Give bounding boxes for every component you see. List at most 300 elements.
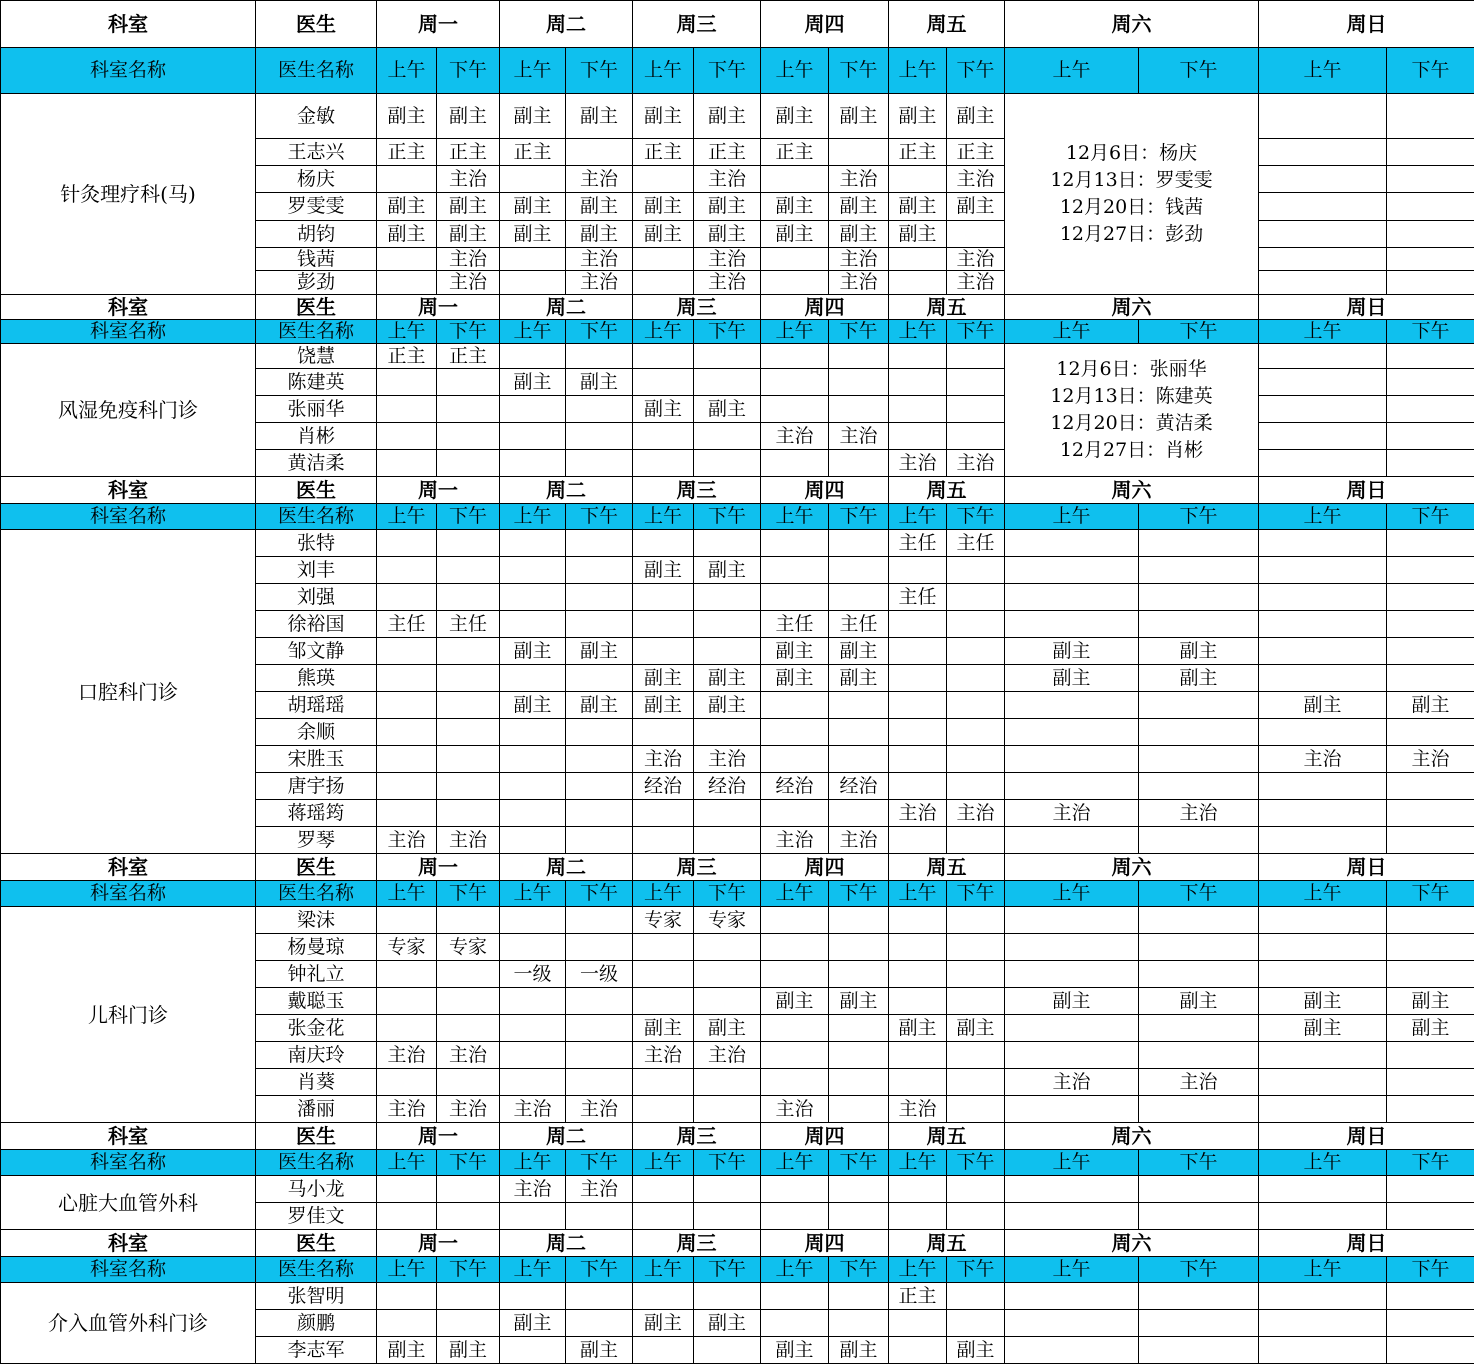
schedule-cell [1387,248,1474,271]
schedule-cell: 主治 [633,1042,694,1069]
schedule-cell [566,1015,633,1042]
schedule-cell [633,961,694,988]
pm-header: 下午 [694,881,761,907]
pm-header: 下午 [566,1150,633,1176]
pm-header: 下午 [566,320,633,344]
weekend-note-line: 12月20日：钱茜 [1059,196,1204,218]
section-header-row [1,1123,1474,1150]
schedule-cell [633,1283,694,1310]
schedule-cell [1387,1069,1474,1096]
am-header: 上午 [1259,48,1387,94]
am-header: 上午 [377,504,437,530]
schedule-cell [1005,1096,1139,1123]
schedule-cell: 副主 [694,221,761,248]
schedule-cell [1259,934,1387,961]
pm-header: 下午 [947,48,1005,94]
schedule-cell [1387,638,1474,665]
schedule-cell [1387,271,1474,295]
schedule-cell [500,827,566,854]
schedule-cell [566,827,633,854]
schedule-cell [633,1069,694,1096]
doctor-name: 余顺 [256,719,377,746]
schedule-cell [1387,1337,1474,1364]
schedule-cell [633,988,694,1015]
doctor-name: 杨曼琼 [256,934,377,961]
schedule-cell [829,1069,889,1096]
doctor-column-header: 医生 [256,854,377,881]
schedule-cell [437,1310,500,1337]
schedule-cell: 正主 [633,139,694,166]
schedule-cell: 专家 [633,907,694,934]
schedule-cell [566,611,633,638]
schedule-cell [1005,934,1139,961]
dept-name-header: 科室名称 [1,48,256,94]
schedule-cell: 副主 [437,94,500,139]
schedule-cell [1259,719,1387,746]
schedule-cell [1005,746,1139,773]
schedule-cell [1139,1176,1259,1203]
doctor-name: 潘丽 [256,1096,377,1123]
doctor-name: 罗琴 [256,827,377,854]
doctor-name: 李志军 [256,1337,377,1364]
dept-name-header: 科室名称 [1,1150,256,1176]
schedule-cell [377,1203,437,1230]
schedule-cell [566,746,633,773]
am-header: 上午 [889,504,947,530]
schedule-cell: 副主 [1139,988,1259,1015]
schedule-cell [1259,193,1387,221]
schedule-cell [1005,611,1139,638]
doctor-name: 彭劲 [256,271,377,295]
am-header: 上午 [500,320,566,344]
day-header: 周六 [1005,1230,1259,1257]
schedule-cell [566,344,633,369]
schedule-cell [1259,961,1387,988]
schedule-cell [1387,450,1474,477]
schedule-cell [829,746,889,773]
schedule-cell [947,827,1005,854]
schedule-cell: 副主 [500,1310,566,1337]
weekend-note-line: 12月6日：杨庆 [1065,142,1198,164]
schedule-cell: 专家 [377,934,437,961]
schedule-cell [1387,827,1474,854]
am-header: 上午 [761,1150,829,1176]
schedule-cell [1259,1096,1387,1123]
schedule-cell: 专家 [694,907,761,934]
schedule-cell [437,800,500,827]
schedule-cell [829,396,889,423]
schedule-cell [761,1015,829,1042]
doctor-name: 马小龙 [256,1176,377,1203]
doctor-name: 张金花 [256,1015,377,1042]
schedule-cell [1259,665,1387,692]
schedule-cell [1387,773,1474,800]
day-header: 周三 [633,1123,761,1150]
schedule-cell [633,1096,694,1123]
doctor-name: 刘丰 [256,557,377,584]
schedule-cell: 副主 [500,221,566,248]
pm-header: 下午 [1387,504,1474,530]
schedule-cell [1139,1096,1259,1123]
schedule-cell [761,530,829,557]
schedule-cell [500,665,566,692]
schedule-cell [1259,530,1387,557]
schedule-cell: 主治 [1005,1069,1139,1096]
schedule-cell: 副主 [633,396,694,423]
doctor-name: 张丽华 [256,396,377,423]
schedule-cell [1387,166,1474,193]
schedule-cell: 主治 [437,271,500,295]
schedule-cell [829,557,889,584]
schedule-cell [1387,1096,1474,1123]
am-header: 上午 [377,1150,437,1176]
schedule-cell: 主治 [437,1096,500,1123]
schedule-cell [437,907,500,934]
schedule-cell [1005,1337,1139,1364]
schedule-cell: 副主 [829,638,889,665]
schedule-cell: 一级 [566,961,633,988]
schedule-cell [437,369,500,396]
schedule-cell: 副主 [1259,692,1387,719]
schedule-cell: 主治 [761,827,829,854]
doctor-name: 蒋瑶筠 [256,800,377,827]
schedule-cell [889,271,947,295]
schedule-cell [694,369,761,396]
doctor-name: 黄洁柔 [256,450,377,477]
schedule-cell [947,423,1005,450]
day-header: 周日 [1259,1230,1474,1257]
department-name: 风湿免疫科门诊 [1,344,256,477]
day-header: 周日 [1259,477,1474,504]
day-header: 周三 [633,1230,761,1257]
schedule-cell [1259,1203,1387,1230]
schedule-cell [1005,1015,1139,1042]
schedule-cell [947,611,1005,638]
schedule-cell [437,773,500,800]
schedule-cell: 副主 [1005,638,1139,665]
doctor-name-header: 医生名称 [256,1257,377,1283]
schedule-cell: 主任 [889,530,947,557]
pm-header: 下午 [437,48,500,94]
schedule-cell [1139,584,1259,611]
schedule-cell [1259,557,1387,584]
schedule-cell [500,271,566,295]
am-header: 上午 [633,320,694,344]
department-name: 口腔科门诊 [1,530,256,854]
schedule-cell [947,1176,1005,1203]
pm-header: 下午 [694,1150,761,1176]
schedule-cell [829,450,889,477]
am-header: 上午 [1259,1257,1387,1283]
schedule-cell [889,719,947,746]
schedule-cell [1259,800,1387,827]
schedule-cell: 主治 [437,827,500,854]
schedule-cell: 副主 [566,94,633,139]
pm-header: 下午 [1139,1257,1259,1283]
schedule-cell [633,584,694,611]
schedule-cell [1259,1176,1387,1203]
schedule-cell: 副主 [889,1015,947,1042]
schedule-cell: 副主 [633,557,694,584]
schedule-cell [761,934,829,961]
schedule-cell [947,1069,1005,1096]
doctor-name: 熊瑛 [256,665,377,692]
schedule-cell [829,907,889,934]
schedule-cell [1387,961,1474,988]
schedule-cell: 主治 [761,1096,829,1123]
schedule-cell [694,611,761,638]
schedule-cell: 副主 [566,221,633,248]
schedule-cell [500,423,566,450]
schedule-cell [889,423,947,450]
schedule-cell [761,396,829,423]
schedule-cell: 副主 [694,557,761,584]
day-header: 周三 [633,854,761,881]
doctor-name: 胡瑶瑶 [256,692,377,719]
schedule-cell [377,530,437,557]
schedule-cell [947,1283,1005,1310]
pm-header: 下午 [829,48,889,94]
schedule-cell [889,1069,947,1096]
schedule-cell: 正主 [500,139,566,166]
day-header: 周一 [377,477,500,504]
schedule-cell [377,907,437,934]
section-header-row [1,295,1474,320]
schedule-cell [761,271,829,295]
schedule-cell [829,1310,889,1337]
schedule-cell: 副主 [633,193,694,221]
schedule-cell [1387,719,1474,746]
schedule-cell [829,719,889,746]
schedule-cell: 经治 [633,773,694,800]
schedule-cell [1259,423,1387,450]
schedule-cell: 主治 [694,746,761,773]
schedule-cell [500,1337,566,1364]
dept-column-header: 科室 [1,1,256,48]
pm-header: 下午 [1139,48,1259,94]
section-subheader-row [1,1150,1474,1176]
schedule-cell [694,800,761,827]
schedule-cell [1005,584,1139,611]
weekend-note-line: 12月20日：黄洁柔 [1050,412,1213,434]
schedule-cell [1259,271,1387,295]
schedule-cell: 副主 [377,1337,437,1364]
schedule-cell [694,1203,761,1230]
am-header: 上午 [633,504,694,530]
schedule-cell [566,773,633,800]
schedule-cell [761,1283,829,1310]
schedule-cell: 副主 [889,193,947,221]
section-header-row [1,854,1474,881]
weekend-note-line: 12月13日：罗雯雯 [1050,169,1213,191]
schedule-cell: 副主 [947,1337,1005,1364]
schedule-cell [1259,611,1387,638]
schedule-cell [377,450,437,477]
schedule-cell: 主治 [566,1176,633,1203]
pm-header: 下午 [829,320,889,344]
schedule-cell [437,423,500,450]
am-header: 上午 [377,320,437,344]
schedule-cell: 副主 [566,369,633,396]
schedule-cell: 主治 [566,271,633,295]
schedule-cell: 副主 [1387,692,1474,719]
schedule-cell [694,988,761,1015]
schedule-cell: 主治 [889,1096,947,1123]
schedule-cell: 副主 [500,193,566,221]
schedule-cell [889,369,947,396]
schedule-cell [947,746,1005,773]
day-header: 周日 [1259,1123,1474,1150]
doctor-column-header: 医生 [256,295,377,320]
schedule-cell [889,665,947,692]
schedule-cell [694,1069,761,1096]
doctor-row [1,94,1474,139]
schedule-cell: 副主 [377,221,437,248]
schedule-cell [1005,1283,1139,1310]
schedule-cell [1259,1310,1387,1337]
schedule-cell [500,719,566,746]
weekend-note-line: 12月27日：肖彬 [1059,439,1204,461]
schedule-cell [694,1176,761,1203]
doctor-row [1,530,1474,557]
schedule-cell [1387,221,1474,248]
pm-header: 下午 [694,1257,761,1283]
schedule-cell: 副主 [829,665,889,692]
am-header: 上午 [500,48,566,94]
schedule-cell [1387,423,1474,450]
schedule-cell [889,344,947,369]
pm-header: 下午 [1139,881,1259,907]
am-header: 上午 [761,1257,829,1283]
schedule-cell [1387,139,1474,166]
schedule-cell [633,344,694,369]
doctor-name: 张智明 [256,1283,377,1310]
schedule-cell [437,665,500,692]
schedule-cell [947,773,1005,800]
am-header: 上午 [500,1150,566,1176]
schedule-cell [566,907,633,934]
day-header: 周一 [377,1230,500,1257]
pm-header: 下午 [829,1257,889,1283]
schedule-cell: 副主 [761,221,829,248]
schedule-cell: 正主 [947,139,1005,166]
schedule-cell [761,1203,829,1230]
pm-header: 下午 [1387,48,1474,94]
pm-header: 下午 [437,1257,500,1283]
pm-header: 下午 [829,881,889,907]
schedule-cell [500,248,566,271]
schedule-cell: 副主 [500,638,566,665]
schedule-cell [829,1283,889,1310]
schedule-cell [694,719,761,746]
schedule-cell: 经治 [761,773,829,800]
schedule-cell [1139,692,1259,719]
schedule-cell [377,557,437,584]
schedule-cell [566,557,633,584]
schedule-cell [761,719,829,746]
dept-name-header: 科室名称 [1,881,256,907]
schedule-cell: 副主 [829,988,889,1015]
schedule-cell: 主治 [694,248,761,271]
schedule-cell: 副主 [947,94,1005,139]
schedule-cell: 主治 [1387,746,1474,773]
pm-header: 下午 [566,504,633,530]
schedule-cell [947,584,1005,611]
schedule-cell [1139,611,1259,638]
schedule-cell: 副主 [761,193,829,221]
schedule-cell [633,369,694,396]
day-header: 周四 [761,1,889,48]
doctor-column-header: 医生 [256,1123,377,1150]
schedule-cell [947,665,1005,692]
schedule-cell [437,1283,500,1310]
doctor-name: 南庆玲 [256,1042,377,1069]
dept-column-header: 科室 [1,1230,256,1257]
schedule-cell [1387,1310,1474,1337]
schedule-cell [566,530,633,557]
schedule-cell [1387,530,1474,557]
schedule-cell [761,557,829,584]
schedule-cell: 副主 [889,94,947,139]
schedule-cell [437,719,500,746]
am-header: 上午 [1005,48,1139,94]
schedule-cell: 副主 [633,692,694,719]
schedule-cell [377,271,437,295]
schedule-cell [889,988,947,1015]
doctor-column-header: 医生 [256,477,377,504]
schedule-cell: 副主 [633,1310,694,1337]
schedule-cell: 副主 [694,94,761,139]
schedule-cell [500,746,566,773]
schedule-cell [633,166,694,193]
schedule-cell [437,1203,500,1230]
schedule-cell: 主任 [947,530,1005,557]
schedule-cell [947,1310,1005,1337]
schedule-cell [500,344,566,369]
schedule-cell [1387,1176,1474,1203]
schedule-cell [500,1069,566,1096]
doctor-name: 饶慧 [256,344,377,369]
schedule-cell [694,423,761,450]
schedule-cell [500,557,566,584]
schedule-cell [633,827,694,854]
schedule-cell [500,907,566,934]
am-header: 上午 [889,320,947,344]
day-header: 周一 [377,295,500,320]
schedule-cell: 正主 [377,139,437,166]
doctor-name: 宋胜玉 [256,746,377,773]
doctor-row [1,907,1474,934]
day-header: 周六 [1005,854,1259,881]
pm-header: 下午 [947,1150,1005,1176]
pm-header: 下午 [437,504,500,530]
schedule-cell [947,1042,1005,1069]
schedule-cell [437,396,500,423]
schedule-cell [1259,450,1387,477]
schedule-cell [566,396,633,423]
schedule-cell: 副主 [829,193,889,221]
schedule-cell: 副主 [694,665,761,692]
pm-header: 下午 [829,1150,889,1176]
day-header: 周六 [1005,1,1259,48]
schedule-cell [761,369,829,396]
schedule-cell [500,988,566,1015]
schedule-cell [829,934,889,961]
schedule-cell [761,1310,829,1337]
schedule-cell: 主治 [889,800,947,827]
day-header: 周二 [500,854,633,881]
schedule-cell [1387,665,1474,692]
